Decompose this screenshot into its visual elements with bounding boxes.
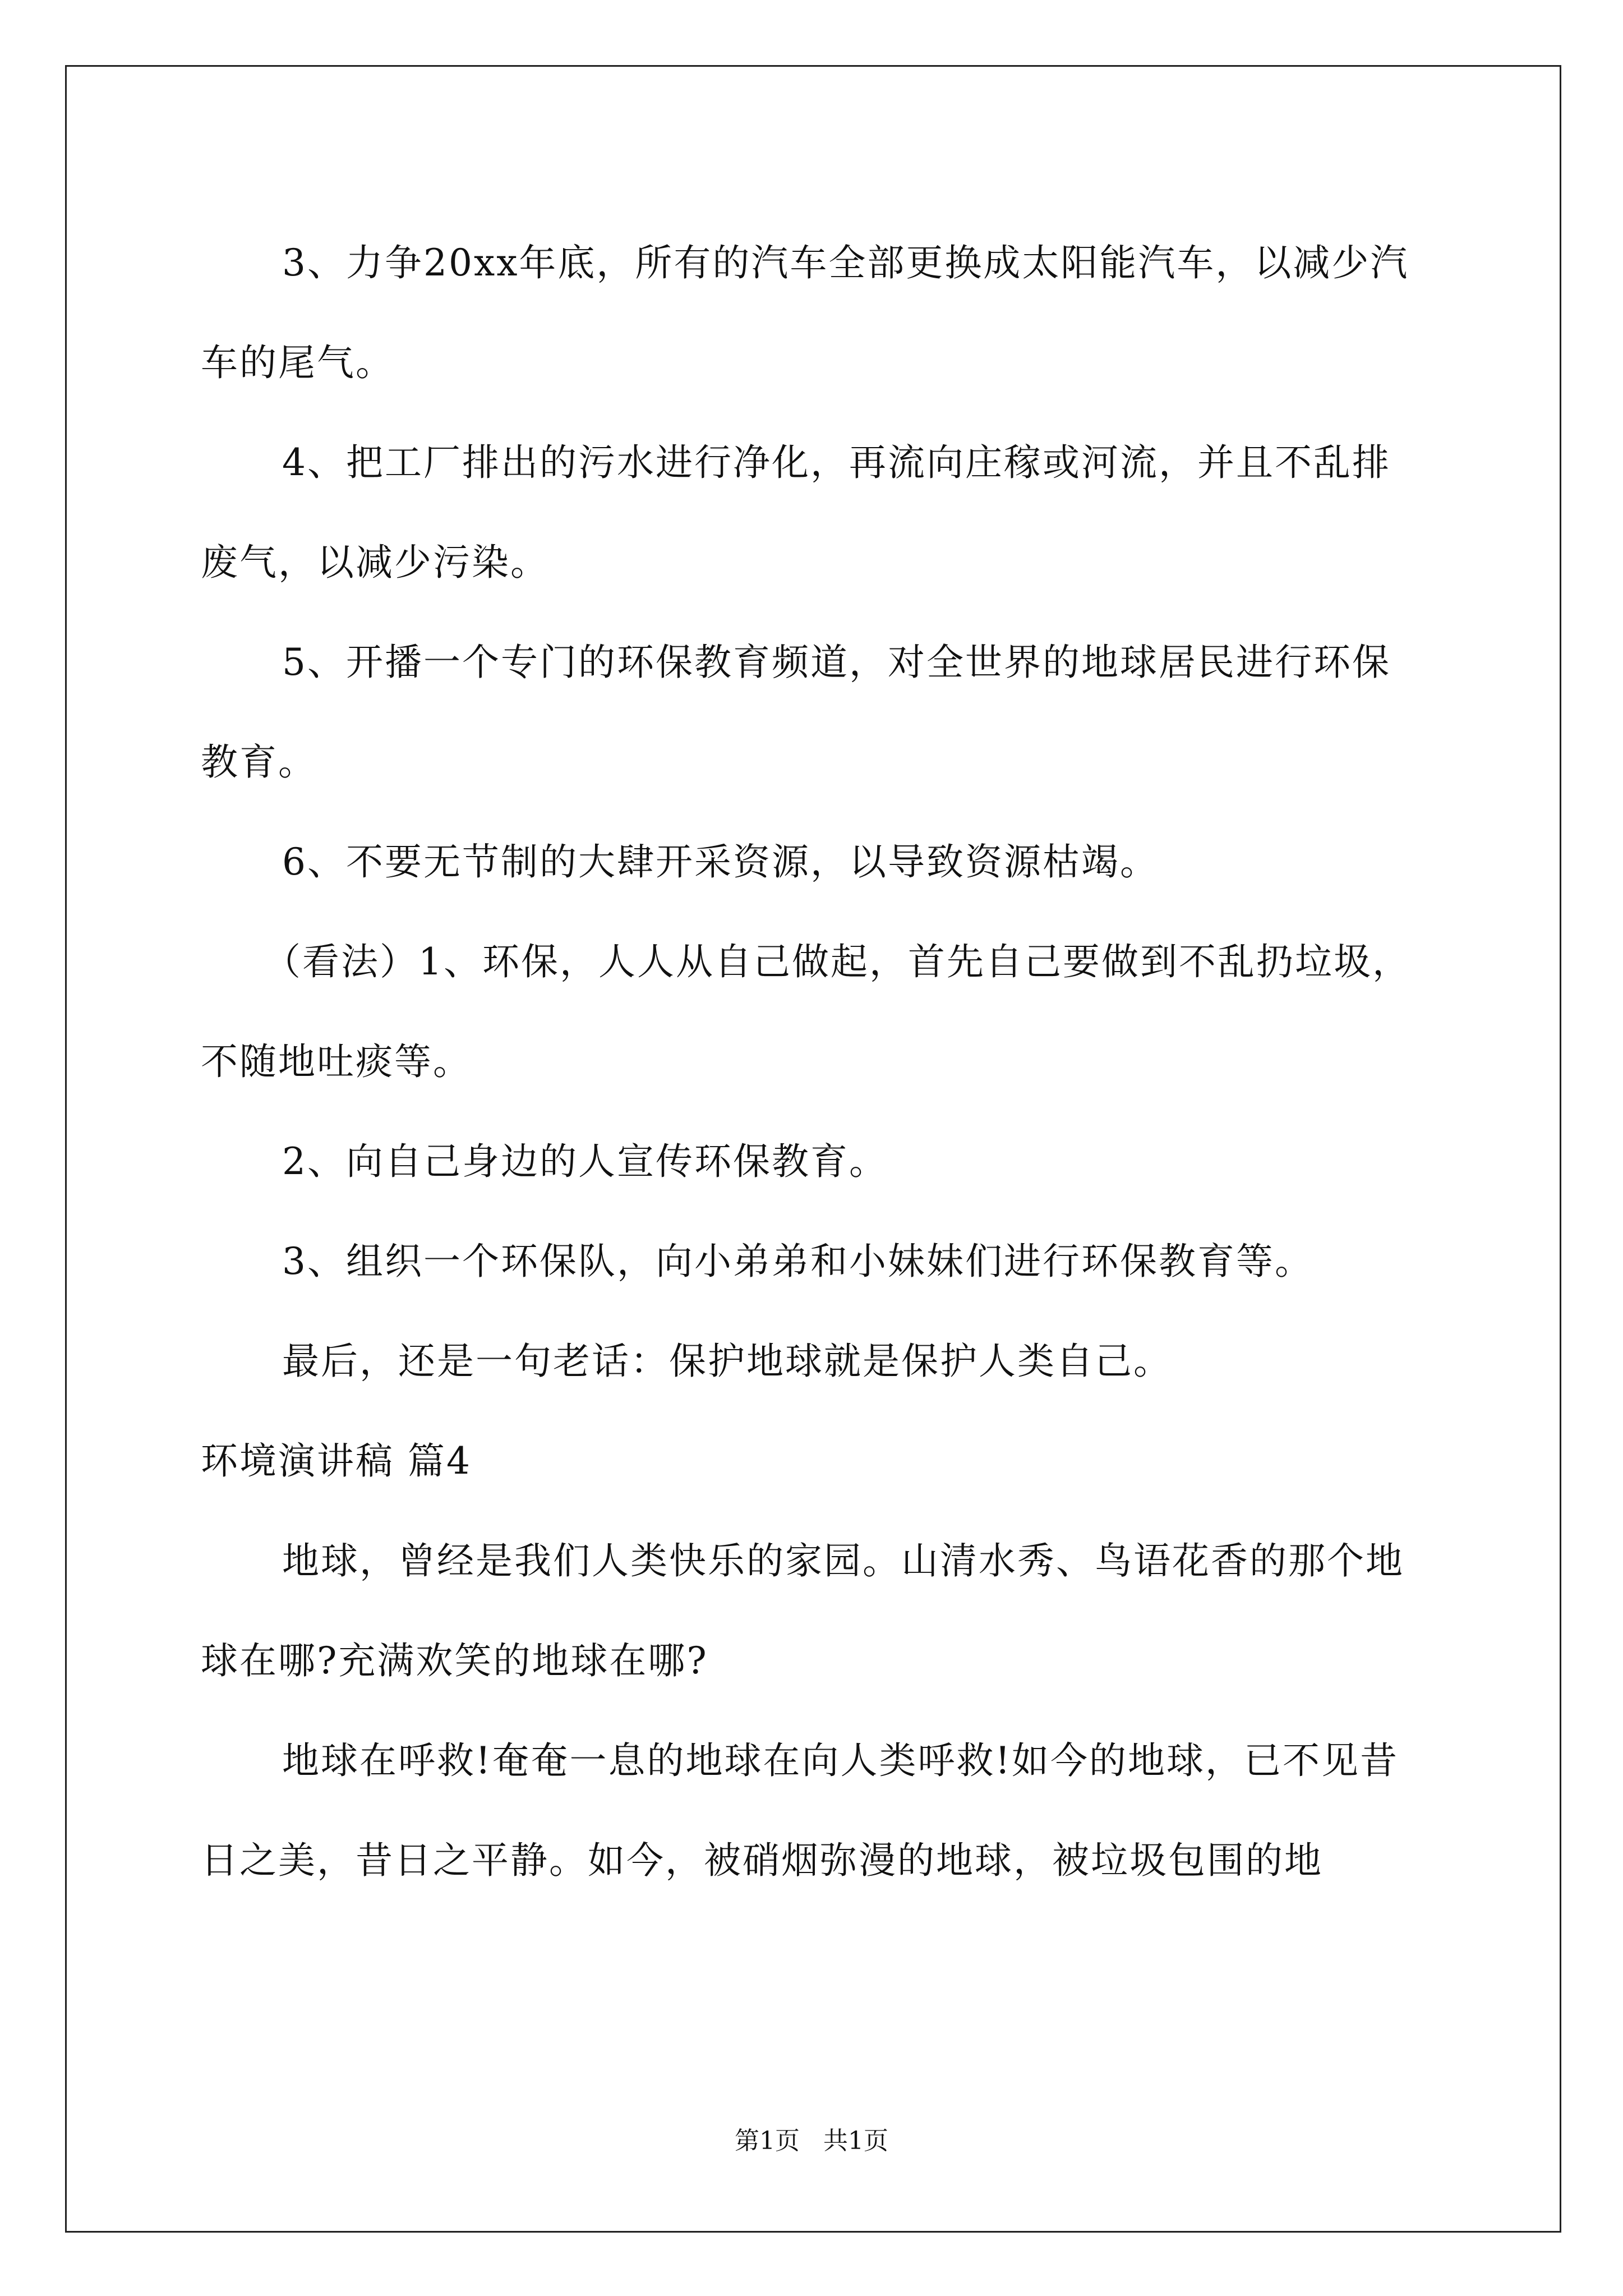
paragraph: 地球在呼救!奄奄一息的地球在向人类呼救!如今的地球，已不见昔日之美，昔日之平静。如今，被硝烟弥漫的地球，被垃圾包围的地 — [201, 1739, 1399, 1882]
paragraph: 地球，曾经是我们人类快乐的家园。山清水秀、鸟语花香的那个地球在哪?充满欢笑的地球在哪? — [201, 1539, 1404, 1682]
paragraph: 2、向自己身边的人宣传环保教育。 — [282, 1140, 888, 1183]
paragraph: （看法）1、环保，人人从自己做起，首先自己要做到不乱扔垃圾，不随地吐痰等。 — [201, 940, 1411, 1083]
document-body — [201, 213, 1429, 1911]
page-number: 第1页 — [735, 2127, 800, 2155]
paragraph: 3、组织一个环保队，向小弟弟和小妹妹们进行环保教育等。 — [282, 1240, 1313, 1283]
paragraph: 6、不要无节制的大肆开采资源，以导致资源枯竭。 — [282, 840, 1159, 884]
paragraph: 最后，还是一句老话：保护地球就是保护人类自己。 — [282, 1340, 1172, 1383]
page-footer — [0, 2120, 1623, 2156]
paragraph: 3、力争20xx年底，所有的汽车全部更换成太阳能汽车，以减少汽车的尾气。 — [201, 241, 1409, 384]
section-heading: 环境演讲稿 篇4 — [201, 1439, 472, 1483]
paragraph: 4、把工厂排出的污水进行净化，再流向庄稼或河流，并且不乱排废气，以减少污染。 — [201, 441, 1391, 584]
page-total: 共1页 — [823, 2127, 888, 2155]
paragraph: 5、开播一个专门的环保教育频道，对全世界的地球居民进行环保教育。 — [201, 641, 1391, 784]
